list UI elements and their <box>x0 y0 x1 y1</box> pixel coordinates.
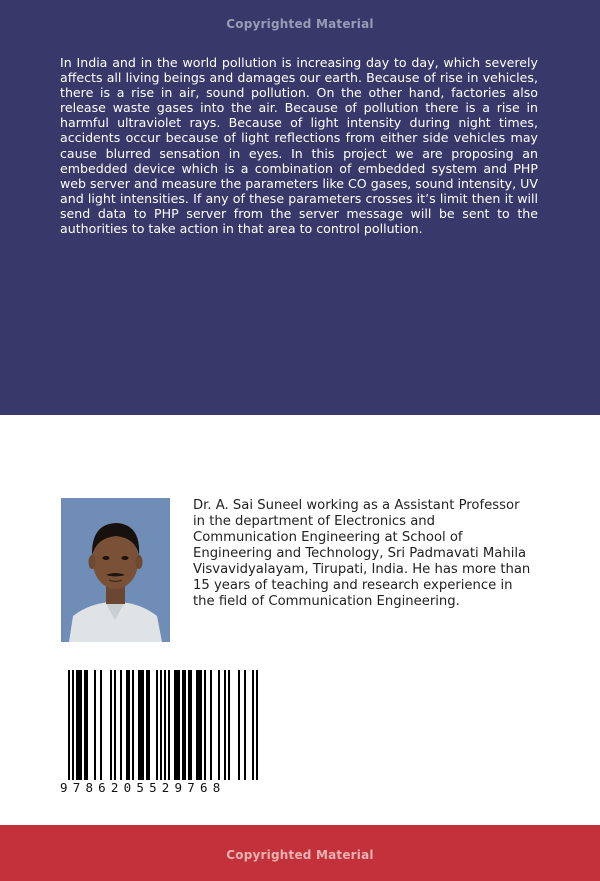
barcode-bar <box>244 670 246 780</box>
barcode-bar <box>204 670 206 780</box>
barcode-bar <box>78 670 80 780</box>
barcode-bar <box>168 670 170 780</box>
barcode-bar <box>164 670 166 780</box>
barcode-bar <box>198 670 200 780</box>
barcode-bar <box>238 670 240 780</box>
isbn-barcode <box>60 666 267 794</box>
barcode-bar <box>126 670 128 780</box>
barcode-bar <box>148 670 150 780</box>
barcode-bar <box>228 670 230 780</box>
isbn-number: 9786205529768 <box>60 780 226 795</box>
barcode-bar <box>120 670 122 780</box>
author-photo <box>61 498 170 642</box>
barcode-bar <box>100 670 102 780</box>
barcode-bar <box>110 670 112 780</box>
barcode-bar <box>256 670 258 780</box>
barcode-bar <box>132 670 134 780</box>
barcode-bar <box>156 670 158 780</box>
barcode-bar <box>68 670 70 780</box>
barcode-bar <box>178 670 180 780</box>
barcode-bar <box>190 670 192 780</box>
barcode-bar <box>200 670 202 780</box>
barcode-bar <box>176 670 178 780</box>
author-bio: Dr. A. Sai Suneel working as a Assistant Professor in the department of Electronics and Communication Engineering at School of Engineering and Technology, Sri Padmavati Mahila Visvavidyalayam, Tirupati, India. He has more than 15 years of teaching and research experience in the field of Communication Engineering. <box>193 498 531 609</box>
barcode-bar <box>86 670 88 780</box>
barcode-bar <box>138 670 140 780</box>
barcode-bar <box>210 670 212 780</box>
barcode-bar <box>196 670 198 780</box>
barcode-bar <box>72 670 74 780</box>
barcode-bar <box>182 670 184 780</box>
barcode-bar <box>114 670 116 780</box>
barcode-bar <box>84 670 86 780</box>
barcode-bar <box>140 670 142 780</box>
barcode-bar <box>160 670 162 780</box>
barcode-bar <box>142 670 144 780</box>
barcode-bar <box>146 670 148 780</box>
copyright-watermark-top: Copyrighted Material <box>226 17 374 31</box>
barcode-bar <box>188 670 190 780</box>
barcode-bar <box>76 670 78 780</box>
barcode-bar <box>184 670 186 780</box>
copyright-watermark-bottom: Copyrighted Material <box>226 848 374 862</box>
barcode-bar <box>80 670 82 780</box>
barcode-bar <box>224 670 226 780</box>
barcode-bar <box>128 670 130 780</box>
barcode-bar <box>218 670 220 780</box>
barcode-bar <box>174 670 176 780</box>
barcode-bar <box>94 670 96 780</box>
barcode-bar <box>252 670 254 780</box>
book-blurb: In India and in the world pollution is increasing day to day, which severely affects all living beings and damages our earth. Because of rise in vehicles, there is a rise in air, sound pollution. On the other hand, factories also release waste gases into the air. Because of pollution there is a rise in harmful ultraviolet rays. Because of light intensity during night times, accidents occur because of light reflections from either side vehicles may cause blurred sensation in eyes. In this project we are proposing an embedded device which is a combination of embedded system and PHP web server and measure the parameters like CO gases, sound intensity, UV and light intensities. If any of these parameters crosses it’s limit then it will send data to PHP server from the server message will be sent to the authorities to take action in that area to control pollution. <box>60 55 538 237</box>
